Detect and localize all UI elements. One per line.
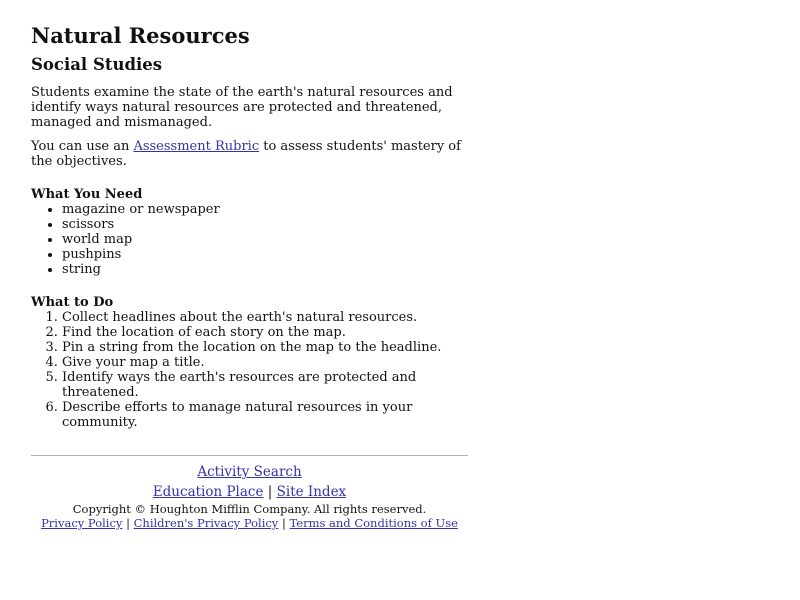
list-item: • magazine or newspaper	[62, 202, 469, 217]
list-item: • scissors	[62, 217, 469, 232]
rubric-suffix: to assess students' mastery of the objectives.	[31, 139, 461, 169]
footer-row-search	[31, 464, 468, 480]
what-you-need-heading: What You Need	[31, 187, 143, 202]
what-to-do-heading: What to Do	[31, 295, 114, 310]
page-content	[31, 20, 469, 530]
terms-of-use-link[interactable]: Terms and Conditions of Use	[289, 516, 458, 530]
footer	[31, 464, 468, 530]
step-item: 4. Give your map a title.	[62, 355, 469, 370]
step-item: 2. Find the location of each story on the map.	[62, 325, 469, 340]
step-item: 5. Identify ways the earth's resources are protected and threatened.	[62, 370, 469, 400]
materials-list	[31, 202, 469, 277]
step-item: 6. Describe efforts to manage natural resources in your community.	[62, 400, 469, 430]
list-item: • pushpins	[62, 247, 469, 262]
rubric-prefix: You can use an	[31, 139, 134, 154]
footer-row-nav	[31, 484, 468, 500]
list-item: • string	[62, 262, 469, 277]
separator: |	[122, 516, 134, 530]
separator: |	[263, 484, 277, 500]
step-item: 1. Collect headlines about the earth's natural resources.	[62, 310, 469, 325]
activity-search-link[interactable]: Activity Search	[197, 464, 302, 480]
step-item: 3. Pin a string from the location on the map to the headline.	[62, 340, 469, 355]
footer-legal-links	[31, 516, 468, 530]
privacy-policy-link[interactable]: Privacy Policy	[41, 516, 123, 530]
separator: |	[278, 516, 290, 530]
rubric-paragraph	[31, 139, 469, 169]
childrens-privacy-policy-link[interactable]: Children's Privacy Policy	[133, 516, 279, 530]
intro-paragraph: Students examine the state of the earth's natural resources and identify ways natural resources are protected and threatened, managed and mismanaged.	[31, 85, 453, 130]
list-item: • world map	[62, 232, 469, 247]
copyright-text: Copyright © Houghton Mifflin Company. All rights reserved.	[72, 502, 427, 516]
assessment-rubric-link[interactable]: Assessment Rubric	[133, 139, 260, 154]
footer-divider	[31, 455, 468, 456]
education-place-link[interactable]: Education Place	[152, 484, 264, 500]
steps-list	[31, 310, 469, 430]
page-subtitle: Social Studies	[31, 55, 163, 74]
site-index-link[interactable]: Site Index	[276, 484, 347, 500]
page-title: Natural Resources	[31, 23, 250, 48]
